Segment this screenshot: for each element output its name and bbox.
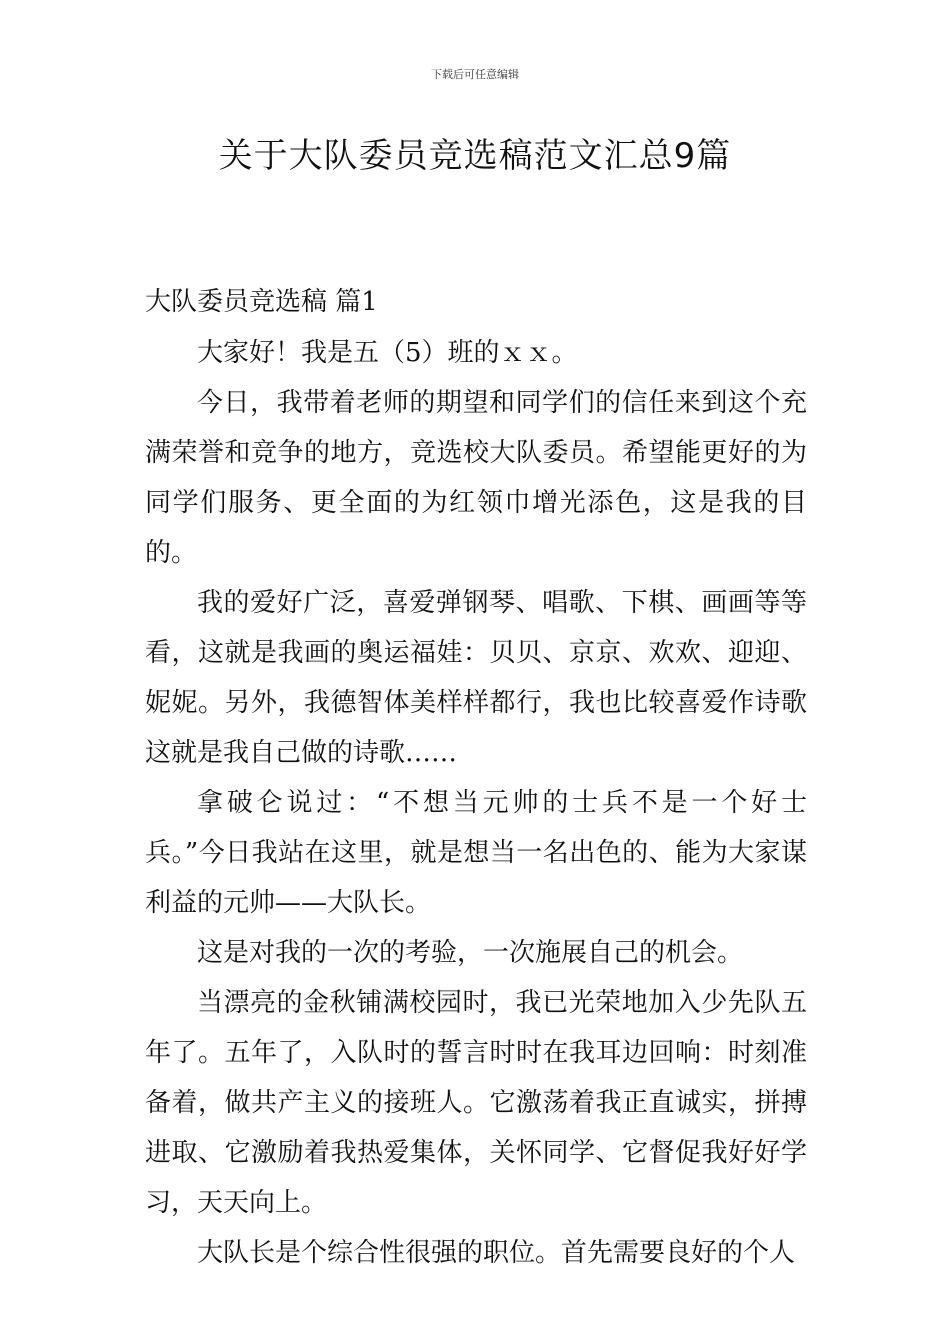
paragraph-captain-role: 大队长是个综合性很强的职位。首先需要良好的个人 <box>197 1238 796 1268</box>
paragraph-purpose: 今日，我带着老师的期望和同学们的信任来到这个充满荣誉和竞争的地方，竞选校大队委员。希望能更好的为同学们服务、更全面的为红领巾增光添色，这是我的目的。 <box>145 388 807 568</box>
paragraph-napoleon-quote: 拿破仑说过：“不想当元帅的士兵不是一个好士兵。”今日我站在这里，就是想当一名出色的、能为大家谋利益的元帅——大队长。 <box>145 788 807 918</box>
paragraph-hobbies: 我的爱好广泛，喜爱弹钢琴、唱歌、下棋、画画等等看，这就是我画的奥运福娃：贝贝、京京、欢欢、迎迎、妮妮。另外，我德智体美样样都行，我也比较喜爱作诗歌这就是我自己做的诗歌…… <box>145 588 807 768</box>
paragraph-greeting: 大家好！我是五（5）班的ｘｘ。 <box>197 338 578 368</box>
paragraph-opportunity: 这是对我的一次的考验，一次施展自己的机会。 <box>197 938 744 968</box>
document-title: 关于大队委员竞选稿范文汇总9篇 <box>218 136 732 176</box>
paragraph-young-pioneers: 当漂亮的金秋铺满校园时，我已光荣地加入少先队五年了。五年了，入队时的誓言时时在我耳边回响：时刻准备着，做共产主义的接班人。它激荡着我正直诚实，拼搏进取、它激励着我热爱集体，关怀同学、它督促我好好学习，天天向上。 <box>145 988 807 1218</box>
section-heading: 大队委员竞选稿 篇1 <box>145 287 378 317</box>
page-header-note: 下载后可任意编辑 <box>431 68 519 81</box>
document-body <box>145 280 807 1278</box>
